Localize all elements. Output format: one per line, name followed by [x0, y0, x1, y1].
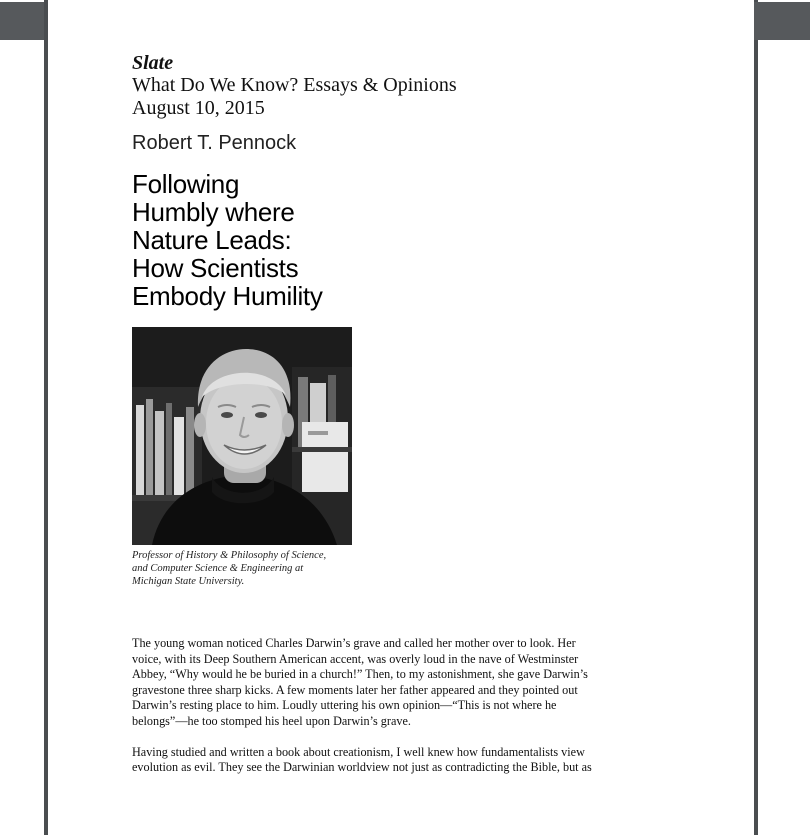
- caption-line: Michigan State University.: [132, 576, 245, 587]
- headline-line: How Scientists: [132, 253, 299, 283]
- paragraph-line: belongs”—he too stomped his heel upon Darwin’s grave.: [132, 713, 411, 728]
- gutter-tab-right: [754, 2, 810, 40]
- publication-date: August 10, 2015: [132, 97, 265, 119]
- author-portrait-icon: [132, 327, 352, 545]
- body-paragraph-1: [132, 636, 672, 730]
- document-page[interactable]: [48, 0, 754, 835]
- caption-line: Professor of History & Philosophy of Science,: [132, 550, 327, 561]
- paragraph-line: gravestone three sharp kicks. A few moments later her father appeared and they pointed out: [132, 682, 578, 697]
- author-name: Robert T. Pennock: [132, 132, 297, 154]
- series-title: What Do We Know? Essays & Opinions: [132, 74, 457, 96]
- caption-line: and Computer Science & Engineering at: [132, 563, 304, 574]
- author-portrait-photo: [132, 327, 352, 545]
- paragraph-line: evolution as evil. They see the Darwinian worldview not just as contradicting the Bible, but as: [132, 760, 592, 775]
- headline-line: Following: [132, 169, 240, 199]
- headline-line: Humbly where: [132, 197, 295, 227]
- headline-line: Embody Humility: [132, 281, 323, 311]
- photo-caption: [132, 549, 672, 588]
- article-headline: [132, 170, 672, 310]
- headline-line: Nature Leads:: [132, 225, 292, 255]
- paragraph-line: Darwin’s resting place to him. Loudly uttering his own opinion—“This is not where he: [132, 698, 557, 713]
- paragraph-line: The young woman noticed Charles Darwin’s grave and called her mother over to look. Her: [132, 636, 576, 650]
- viewer-gutter-left: [0, 0, 46, 835]
- paragraph-line: Abbey, “Why would he be buried in a church!” Then, to my astonishment, she gave Darwin’s: [132, 667, 588, 682]
- paragraph-line: voice, with its Deep Southern American accent, was overly loud in the nave of Westminster: [132, 651, 579, 666]
- body-paragraph-2: [132, 745, 672, 776]
- page-edge-right: [754, 0, 758, 835]
- article: [132, 52, 672, 776]
- publication-name: Slate: [132, 52, 174, 74]
- gutter-tab-left: [0, 2, 46, 40]
- paragraph-line: Having studied and written a book about creationism, I well knew how fundamentalists view: [132, 744, 585, 759]
